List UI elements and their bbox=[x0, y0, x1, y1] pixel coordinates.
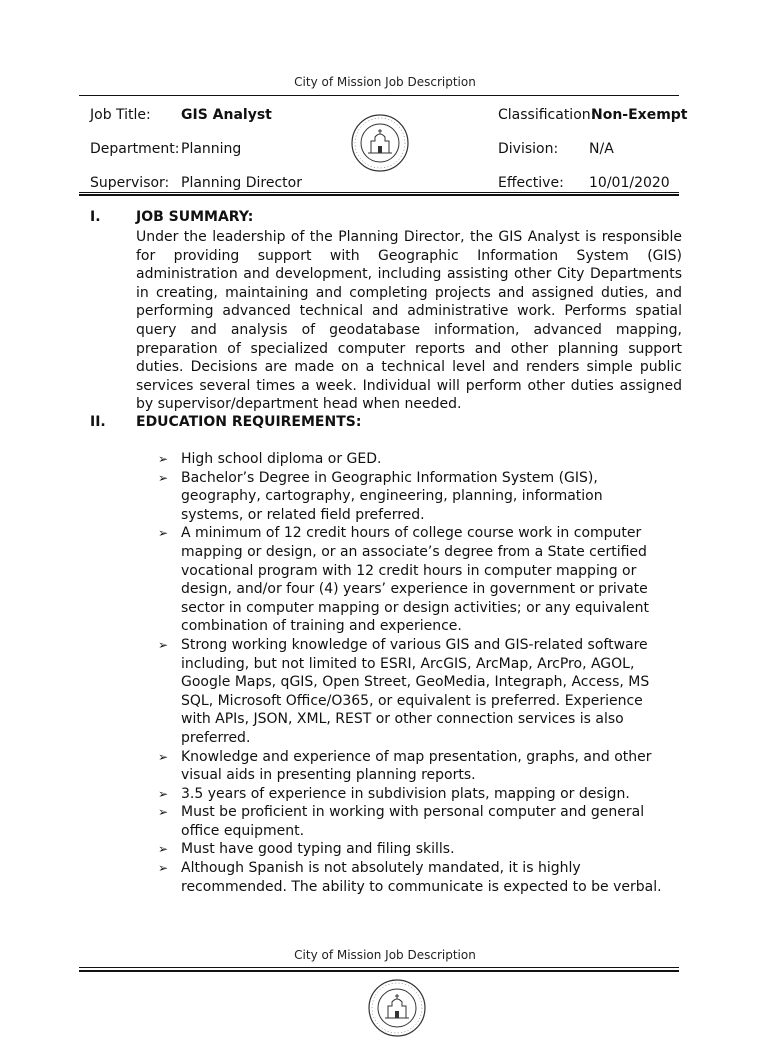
header-rule-mid bbox=[79, 192, 679, 193]
list-item-text: High school diploma or GED. bbox=[181, 451, 382, 467]
list-item bbox=[158, 859, 668, 896]
list-item bbox=[158, 785, 668, 804]
supervisor-label: Supervisor: bbox=[90, 175, 170, 191]
list-item-text: Strong working knowledge of various GIS and GIS-related software including, but not limited to ESRI, ArcGIS, ArcMap, ArcPro, AGOL, Google Maps, qGIS, Open Street, GeoMedia, Integraph, Access, MS SQL, Microsoft Office/O365, or equivalent is preferred. Experience with APIs, JSON, XML, REST or other connection services is also preferred. bbox=[181, 636, 650, 746]
list-item bbox=[158, 524, 668, 636]
department-value: Planning bbox=[181, 141, 242, 157]
list-item-text: Must be proficient in working with personal computer and general office equipment. bbox=[181, 804, 645, 839]
section-2-title: EDUCATION REQUIREMENTS: bbox=[136, 414, 362, 430]
list-item-text: Knowledge and experience of map presentation, graphs, and other visual aids in presenting planning reports. bbox=[181, 748, 652, 784]
arrow-bullet-icon: ➢ bbox=[158, 842, 169, 857]
list-item-text: 3.5 years of experience in subdivision plats, mapping or design. bbox=[181, 785, 630, 802]
list-item-text: Must have good typing and filing skills. bbox=[181, 841, 455, 858]
arrow-bullet-icon: ➢ bbox=[158, 749, 169, 764]
footer-rule-thin bbox=[79, 967, 679, 968]
list-item-text: Bachelor’s Degree in Geographic Information System (GIS), geography, cartography, engineering, planning, information systems, or related field preferred. bbox=[181, 469, 603, 523]
effective-value: 10/01/2020 bbox=[589, 175, 670, 191]
section-2-number: II. bbox=[90, 414, 106, 430]
arrow-bullet-icon: ➢ bbox=[158, 637, 169, 652]
division-value: N/A bbox=[589, 141, 614, 157]
section-1-number: I. bbox=[90, 209, 101, 225]
list-item bbox=[158, 748, 668, 785]
city-seal-logo bbox=[350, 113, 410, 173]
effective-label: Effective: bbox=[498, 175, 564, 191]
job-title-label: Job Title: bbox=[90, 107, 151, 123]
arrow-bullet-icon: ➢ bbox=[158, 526, 169, 541]
city-seal-logo-footer bbox=[367, 978, 427, 1038]
list-item bbox=[158, 469, 668, 525]
arrow-bullet-icon: ➢ bbox=[158, 786, 169, 801]
arrow-bullet-icon: ➢ bbox=[158, 452, 169, 466]
header-rule-mid-thick bbox=[79, 194, 679, 196]
arrow-bullet-icon: ➢ bbox=[158, 470, 169, 485]
list-item bbox=[158, 803, 668, 840]
education-requirements-list bbox=[158, 450, 668, 896]
list-item bbox=[158, 840, 668, 859]
arrow-bullet-icon: ➢ bbox=[158, 805, 169, 820]
classification-label: Classification: bbox=[498, 107, 596, 123]
list-item bbox=[158, 636, 668, 748]
classification-value: Non-Exempt bbox=[591, 107, 688, 123]
arrow-bullet-icon: ➢ bbox=[158, 861, 169, 876]
list-item-text: Although Spanish is not absolutely mandated, it is highly recommended. The ability to communicate is expected to be verbal. bbox=[181, 860, 662, 895]
footer-rule-thick bbox=[79, 970, 679, 972]
job-title-value: GIS Analyst bbox=[181, 107, 272, 123]
supervisor-value: Planning Director bbox=[181, 175, 302, 191]
division-label: Division: bbox=[498, 141, 559, 157]
header-rule-top bbox=[79, 95, 679, 96]
page-footer-caption: City of Mission Job Description bbox=[294, 948, 476, 962]
department-label: Department: bbox=[90, 141, 180, 157]
list-item-text: A minimum of 12 credit hours of college course work in computer mapping or design, or an associate’s degree from a State certified vocational program with 12 credit hours in computer mapping or design, and/or four (4) years’ experience in government or private sector in computer mapping or design activities; or any equivalent combination of training and experience. bbox=[181, 525, 650, 635]
job-summary-text: Under the leadership of the Planning Director, the GIS Analyst is responsible for providing support with Geographic Information System (GIS) administration and development, including assisting other City Departments in creating, maintaining and completing projects and assigned duties, and performing advanced technical and administrative work. Performs spatial query and analysis of geodatabase information, advanced mapping, preparation of specialized computer reports and other planning support duties. Decisions are made on a technical level and renders simple public services several times a week. Individual will perform other duties assigned by supervisor/department head when needed. bbox=[136, 229, 682, 413]
list-item bbox=[158, 450, 668, 469]
page-header-caption: City of Mission Job Description bbox=[294, 75, 476, 89]
section-1-title: JOB SUMMARY: bbox=[136, 209, 254, 225]
